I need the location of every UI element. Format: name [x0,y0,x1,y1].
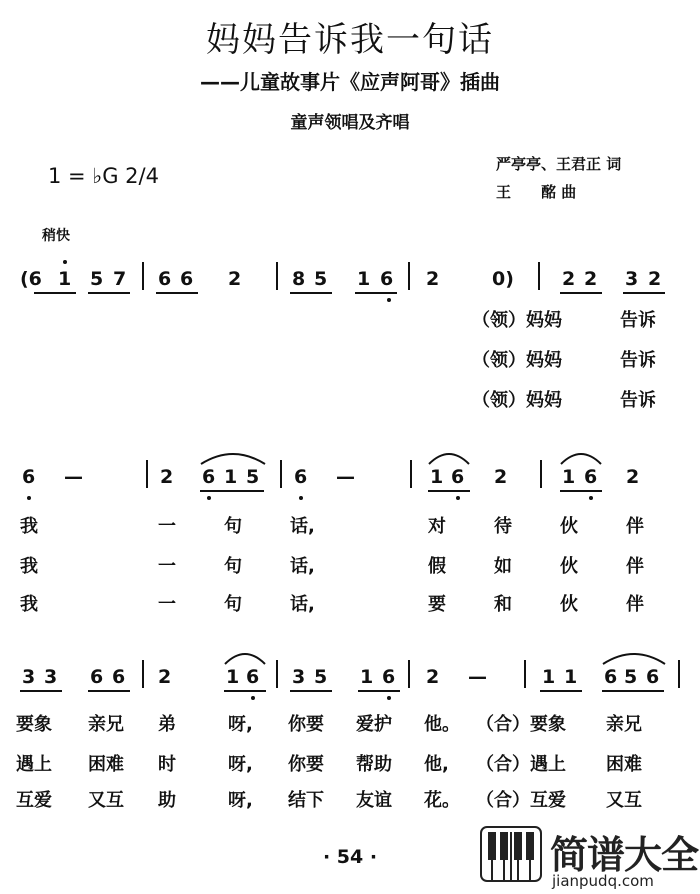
note: 5 [314,666,328,688]
note: 1 [58,268,72,290]
piano-keys-icon [480,826,542,882]
lyric: （领）妈妈 [472,390,562,411]
song-title: 妈妈告诉我一句话 [206,20,494,60]
lyric: 伴 [626,516,644,537]
note: 2 [426,666,440,688]
lyric: 伙 [560,594,578,615]
beam [290,292,332,294]
note: 1 [564,666,578,688]
lyric: 时 [158,754,176,775]
note: 5 [624,666,638,688]
note: 5 [90,268,104,290]
note: 6 [90,666,104,688]
composer-credit: 王 酩 曲 [496,183,577,201]
note: 1 [226,666,240,688]
lyric: 伙 [560,556,578,577]
page-number: · 54 · [322,846,378,868]
lyric: 要象 [16,714,52,735]
notation-line-2 [0,456,700,496]
note: 6 [604,666,618,688]
note: 3 [625,268,639,290]
lyric: 句 [224,556,242,577]
slur [198,448,268,466]
beam [540,690,582,692]
octave-dot [251,696,255,700]
key-signature: 1 = ♭G 2/4 [48,164,159,188]
lyric: 对 [428,516,446,537]
lyric: （合）互爱 [476,790,566,811]
barline [678,660,680,688]
octave-dot [207,496,211,500]
barline [276,262,278,290]
note: 2 [158,666,172,688]
note: 7 [113,268,127,290]
octave-dot [387,696,391,700]
note: 2 [648,268,662,290]
note: 6 [584,466,598,488]
music-system-2 [0,456,700,616]
note: 1 [357,268,371,290]
credits [496,150,621,206]
beam [355,292,397,294]
note: 6 [646,666,660,688]
barline [142,262,144,290]
note: 6 [294,466,308,488]
note: 2 [494,466,508,488]
lyric: 困难 [88,754,124,775]
lyric: 假 [428,556,446,577]
lyric: 告诉 [620,350,656,371]
note: 2 [228,268,242,290]
watermark-text: 简谱大全 [550,833,699,877]
music-system-3 [0,656,700,816]
octave-dot [299,496,303,500]
lyric: 一 [158,556,176,577]
beam [560,292,602,294]
note: 3 [292,666,306,688]
barline [146,460,148,488]
note: 2 [626,466,640,488]
lyric: 伴 [626,594,644,615]
beam [428,490,470,492]
lyric: （合）遇上 [476,754,566,775]
lyric: 友谊 [356,790,392,811]
slur [426,448,472,466]
note: 6 [382,666,396,688]
watermark-url: jianpudq.com [552,872,654,890]
lyric: 一 [158,594,176,615]
dash: — [64,466,83,488]
beam [358,690,400,692]
lyric: 句 [224,516,242,537]
lyric: 要 [428,594,446,615]
note: 2 [562,268,576,290]
octave-dot [589,496,593,500]
barline [142,660,144,688]
beam [88,292,130,294]
barline [524,660,526,688]
octave-dot [63,260,67,264]
barline [408,262,410,290]
note: 2 [160,466,174,488]
barline [276,660,278,688]
note: 6 [180,268,194,290]
lyric: 如 [494,556,512,577]
barline [410,460,412,488]
lyric: 一 [158,516,176,537]
lyric: 亲兄 [606,714,642,735]
lyric: 遇上 [16,754,52,775]
lyric: 伙 [560,516,578,537]
music-system-1 [0,258,700,418]
note: 8 [292,268,306,290]
note: 3 [44,666,58,688]
lyric: 又互 [606,790,642,811]
lyric: 结下 [288,790,324,811]
lyric: 花。 [424,790,460,811]
lyric: 又互 [88,790,124,811]
lyric: 待 [494,516,512,537]
note: 6 [112,666,126,688]
beam [290,690,332,692]
lyric: 我 [20,594,38,615]
lyric: 话, [290,594,315,615]
note: (6 [20,268,42,290]
lyric: 话, [290,516,315,537]
notation-line-1 [0,258,700,298]
lyricist-credit: 严亭亭、王君正 词 [496,155,622,173]
lyric: 亲兄 [88,714,124,735]
beam [156,292,198,294]
beam [200,490,264,492]
note: 6 [451,466,465,488]
beam [560,490,602,492]
note: 0) [492,268,514,290]
lyric: 他。 [424,714,460,735]
lyric: 弟 [158,714,176,735]
note: 1 [224,466,238,488]
lyric: 呀, [228,714,253,735]
lyric: 我 [20,556,38,577]
lyric: 助 [158,790,176,811]
lyric: 困难 [606,754,642,775]
note: 6 [202,466,216,488]
beam [20,690,62,692]
beam [88,690,130,692]
octave-dot [27,496,31,500]
lyric: 句 [224,594,242,615]
note: 1 [542,666,556,688]
beam [34,292,76,294]
lyric: （领）妈妈 [472,310,562,331]
dash: — [468,666,487,688]
lyric: 帮助 [356,754,392,775]
lyric: 和 [494,594,512,615]
watermark-logo [480,822,699,890]
note: 1 [360,666,374,688]
barline [538,262,540,290]
beam [623,292,665,294]
performers-note: 童声领唱及齐唱 [290,113,410,133]
lyric: 伴 [626,556,644,577]
note: 6 [158,268,172,290]
lyric: 我 [20,516,38,537]
note: 6 [22,466,36,488]
octave-dot [456,496,460,500]
note: 3 [22,666,36,688]
lyric: （领）妈妈 [472,350,562,371]
tempo-marking: 稍快 [42,228,70,244]
barline [408,660,410,688]
slur [222,648,268,666]
slur [558,448,604,466]
lyric: 告诉 [620,390,656,411]
lyric: 呀, [228,790,253,811]
note: 6 [246,666,260,688]
lyric: 爱护 [356,714,392,735]
lyric: 你要 [288,754,324,775]
song-subtitle: ——儿童故事片《应声阿哥》插曲 [200,70,500,94]
lyric: （合）要象 [476,714,566,735]
lyric: 呀, [228,754,253,775]
note: 5 [314,268,328,290]
lyric: 告诉 [620,310,656,331]
beam [224,690,266,692]
notation-line-3 [0,656,700,696]
slur [600,648,668,666]
lyric: 他, [424,754,449,775]
note: 2 [426,268,440,290]
note: 2 [584,268,598,290]
lyric: 话, [290,556,315,577]
beam [602,690,664,692]
dash: — [336,466,355,488]
lyric: 互爱 [16,790,52,811]
note: 1 [430,466,444,488]
lyric: 你要 [288,714,324,735]
barline [280,460,282,488]
note: 5 [246,466,260,488]
note: 6 [380,268,394,290]
note: 1 [562,466,576,488]
barline [540,460,542,488]
octave-dot [387,298,391,302]
